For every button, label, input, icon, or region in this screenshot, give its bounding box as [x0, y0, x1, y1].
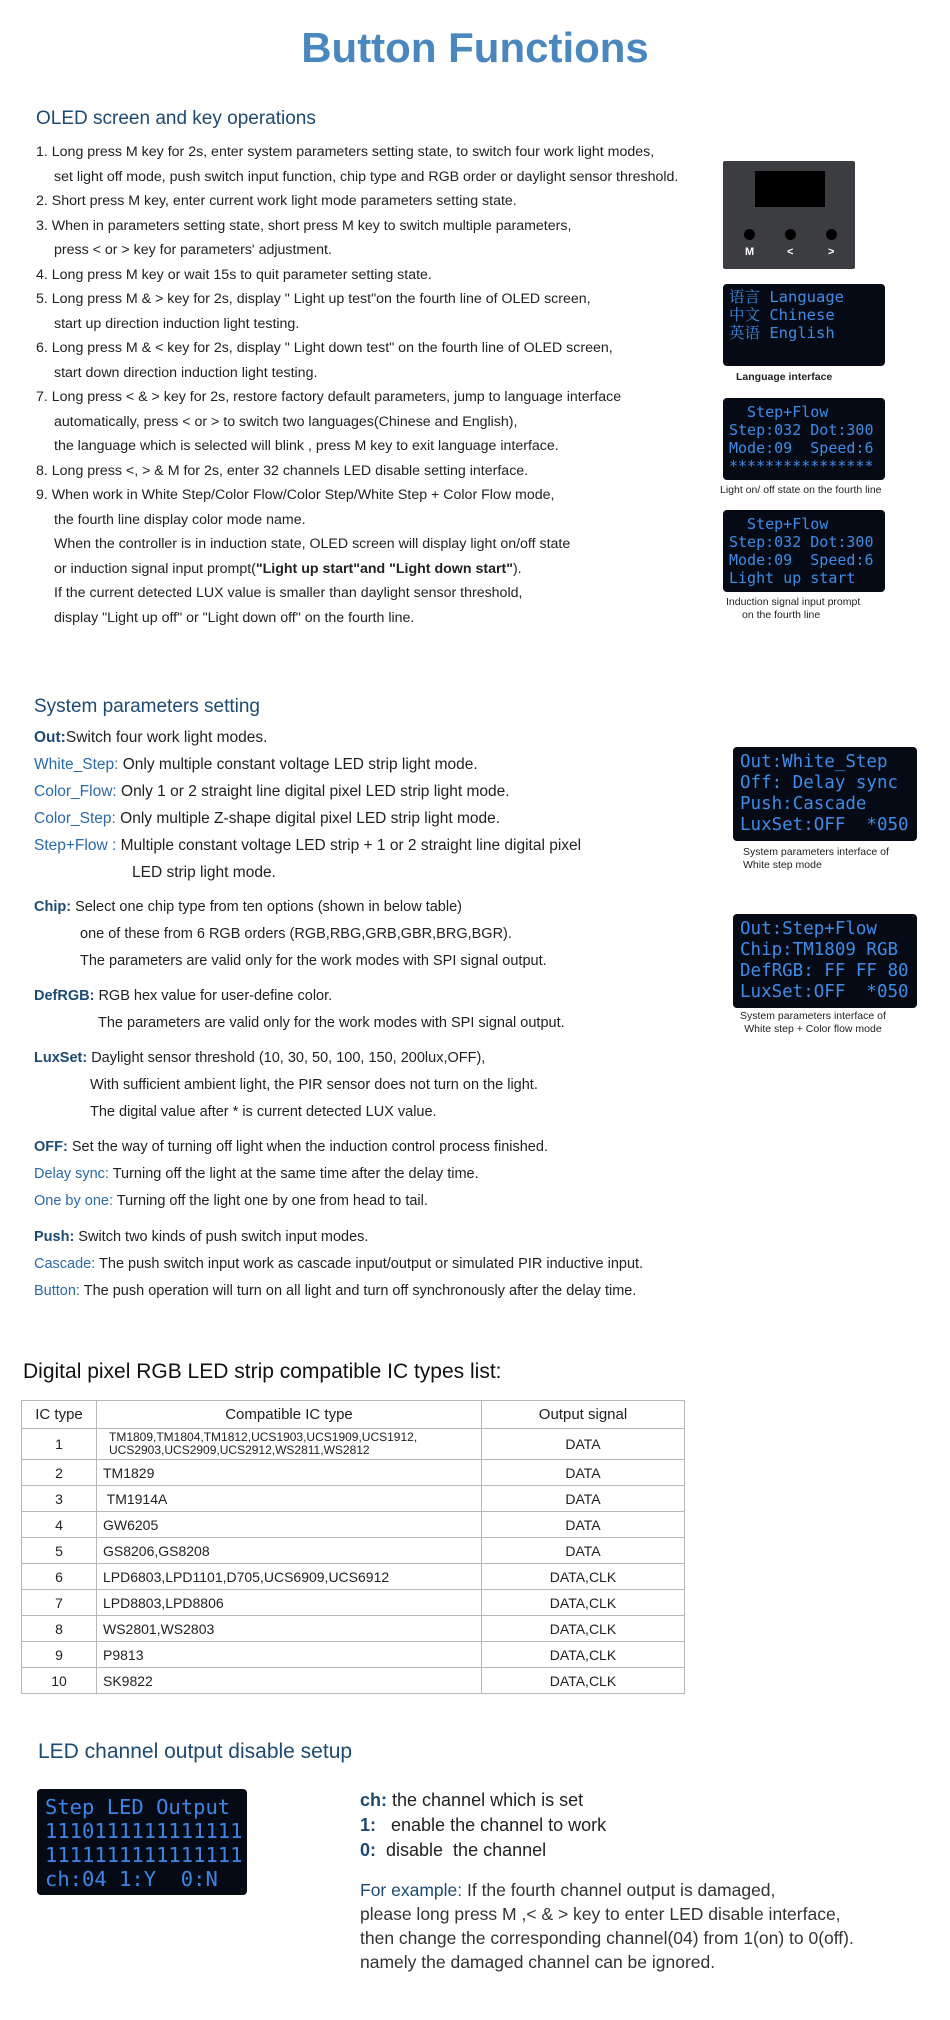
light-state-caption: Light on/ off state on the fourth line [720, 484, 882, 496]
enable-note: 1: enable the channel to work [360, 1815, 607, 1835]
step-flow-param: Step+Flow : Multiple constant voltage LED strip + 1 or 2 straight line digital pixel [34, 837, 582, 854]
page-title: Button Functions [301, 24, 649, 71]
column-header: IC type [22, 1401, 97, 1429]
table-row: 1 TM1809,TM1804,TM1812,UCS1903,UCS1909,UCS1912, UCS2903,UCS2909,UCS2912,WS2811,WS2812 DATA [22, 1429, 685, 1460]
device-screen [755, 171, 825, 207]
oled-operations-list [36, 140, 716, 630]
m-key-label: M [745, 246, 755, 258]
white-step-oled-screen: Out:White_Step Off: Delay sync Push:Cascade LuxSet:OFF *050 [733, 747, 917, 841]
chip-param-cont: The parameters are valid only for the work modes with SPI signal output. [80, 953, 547, 969]
column-header: Compatible IC type [97, 1401, 482, 1429]
list-item: 3. When in parameters setting state, short press M key to switch multiple parameters, [36, 217, 572, 234]
ic-table-heading: Digital pixel RGB LED strip compatible IC types list: [23, 1360, 502, 1383]
color-step-param: Color_Step: Only multiple Z-shape digital pixel LED strip light mode. [34, 810, 501, 827]
color-flow-param: Color_Flow: Only 1 or 2 straight line digital pixel LED strip light mode. [34, 783, 510, 800]
list-item: 9. When work in White Step/Color Flow/Color Step/White Step + Color Flow mode, [36, 487, 555, 503]
table-row: 6 LPD6803,LPD1101,D705,UCS6909,UCS6912 DATA,CLK [22, 1564, 685, 1590]
light-state-oled-screen: Step+Flow Step:032 Dot:300 Mode:09 Speed:6 **************** [723, 398, 885, 480]
luxset-param-cont: The digital value after * is current detected LUX value. [90, 1104, 437, 1120]
table-row: 9 P9813 DATA,CLK [22, 1642, 685, 1668]
step-flow-caption: System parameters interface of White step + Color flow mode [740, 1010, 886, 1035]
off-param: OFF: Set the way of turning off light when the induction control process finished. [34, 1139, 548, 1155]
luxset-param-cont: With sufficient ambient light, the PIR sensor does not turn on the light. [90, 1077, 538, 1093]
list-item: start down direction induction light testing. [54, 364, 318, 381]
right-key-label: > [828, 246, 835, 258]
list-item: 4. Long press M key or wait 15s to quit parameter setting state. [36, 266, 432, 283]
list-item: the fourth line display color mode name. [54, 511, 306, 528]
push-param: Push: Switch two kinds of push switch input modes. [34, 1229, 369, 1245]
list-item: start up direction induction light testing. [54, 315, 300, 332]
out-param: Out:Switch four work light modes. [34, 729, 268, 746]
luxset-param: LuxSet: Daylight sensor threshold (10, 30, 50, 100, 150, 200lux,OFF), [34, 1050, 486, 1066]
list-item: automatically, press < or > to switch two languages(Chinese and English), [54, 413, 518, 430]
cascade-param: Cascade: The push switch input work as cascade input/output or simulated PIR inductive input. [34, 1256, 644, 1272]
ch-note: ch: the channel which is set [360, 1790, 584, 1810]
chip-param-cont: one of these from 6 RGB orders (RGB,RBG,GRB,GBR,BRG,BGR). [80, 926, 512, 942]
language-interface-caption: Language interface [736, 371, 833, 383]
language-oled-screen: 语言 Language 中文 Chinese 英语 English [723, 284, 885, 366]
led-disable-oled-screen: Step LED Output 1110111111111111 1111111111111111 ch:04 1:Y 0:N [37, 1789, 247, 1895]
example-line: For example: If the fourth channel output is damaged, [360, 1880, 776, 1900]
table-header-row [22, 1401, 685, 1429]
white-step-caption: System parameters interface of White step mode [743, 846, 889, 871]
list-item: 2. Short press M key, enter current work light mode parameters setting state. [36, 193, 517, 209]
column-header: Output signal [482, 1401, 685, 1429]
example-line: please long press M ,< & > key to enter LED disable interface, [360, 1904, 841, 1924]
controller-device-image [723, 161, 855, 269]
ic-types-table [21, 1400, 685, 1694]
table-row: 8 WS2801,WS2803 DATA,CLK [22, 1616, 685, 1642]
list-item: 5. Long press M & > key for 2s, display " Light up test"on the fourth line of OLED screen, [36, 291, 591, 307]
list-item: press < or > key for parameters' adjustment. [54, 242, 332, 258]
example-line: namely the damaged channel can be ignored. [360, 1952, 716, 1972]
list-item: 6. Long press M & < key for 2s, display " Light down test" on the fourth line of OLED screen, [36, 340, 613, 356]
left-key-label: < [787, 246, 794, 258]
left-key-icon [785, 229, 796, 240]
table-row: 10 SK9822 DATA,CLK [22, 1668, 685, 1694]
defrgb-param: DefRGB: RGB hex value for user-define color. [34, 988, 333, 1004]
button-param: Button: The push operation will turn on all light and turn off synchronously after the delay time. [34, 1283, 637, 1299]
led-section-heading: LED channel output disable setup [38, 1740, 353, 1763]
table-row: 4 GW6205 DATA [22, 1512, 685, 1538]
induction-oled-screen: Step+Flow Step:032 Dot:300 Mode:09 Speed:6 Light up start [723, 510, 885, 592]
one-by-one-param: One by one: Turning off the light one by one from head to tail. [34, 1193, 428, 1209]
list-item: 8. Long press <, > & M for 2s, enter 32 channels LED disable setting interface. [36, 462, 529, 479]
white-step-param: White_Step: Only multiple constant voltage LED strip light mode. [34, 756, 478, 773]
table-row: 3 TM1914A DATA [22, 1486, 685, 1512]
list-item: When the controller is in induction state, OLED screen will display light on/off state [54, 536, 571, 552]
table-row: 2 TM1829 DATA [22, 1460, 685, 1486]
defrgb-param-cont: The parameters are valid only for the work modes with SPI signal output. [98, 1015, 565, 1031]
example-line: then change the corresponding channel(04) from 1(on) to 0(off). [360, 1928, 854, 1948]
induction-caption: Induction signal input prompt on the fourth line [726, 596, 861, 621]
delay-sync-param: Delay sync: Turning off the light at the same time after the delay time. [34, 1166, 479, 1182]
disable-note: 0: disable the channel [360, 1840, 547, 1860]
list-item: 1. Long press M key for 2s, enter system parameters setting state, to switch four work light modes, [36, 144, 655, 160]
table-row: 5 GS8206,GS8208 DATA [22, 1538, 685, 1564]
list-item: display "Light up off" or "Light down off" on the fourth line. [54, 609, 415, 626]
right-key-icon [826, 229, 837, 240]
step-flow-param-cont: LED strip light mode. [132, 864, 276, 881]
list-item: 7. Long press < & > key for 2s, restore factory default parameters, jump to language interface [36, 389, 622, 405]
chip-param: Chip: Select one chip type from ten options (shown in below table) [34, 899, 462, 915]
step-flow-oled-screen: Out:Step+Flow Chip:TM1809 RGB DefRGB: FF FF 80 LuxSet:OFF *050 [733, 914, 917, 1008]
list-item: set light off mode, push switch input function, chip type and RGB order or daylight sensor threshold. [54, 168, 679, 185]
list-item: or induction signal input prompt("Light up start"and "Light down start"). [54, 560, 522, 577]
table-row: 7 LPD8803,LPD8806 DATA,CLK [22, 1590, 685, 1616]
system-section-heading: System parameters setting [34, 696, 260, 717]
list-item: If the current detected LUX value is smaller than daylight sensor threshold, [54, 585, 523, 601]
list-item: the language which is selected will blink , press M key to exit language interface. [54, 438, 559, 454]
m-key-icon [744, 229, 755, 240]
oled-section-heading: OLED screen and key operations [36, 108, 316, 129]
